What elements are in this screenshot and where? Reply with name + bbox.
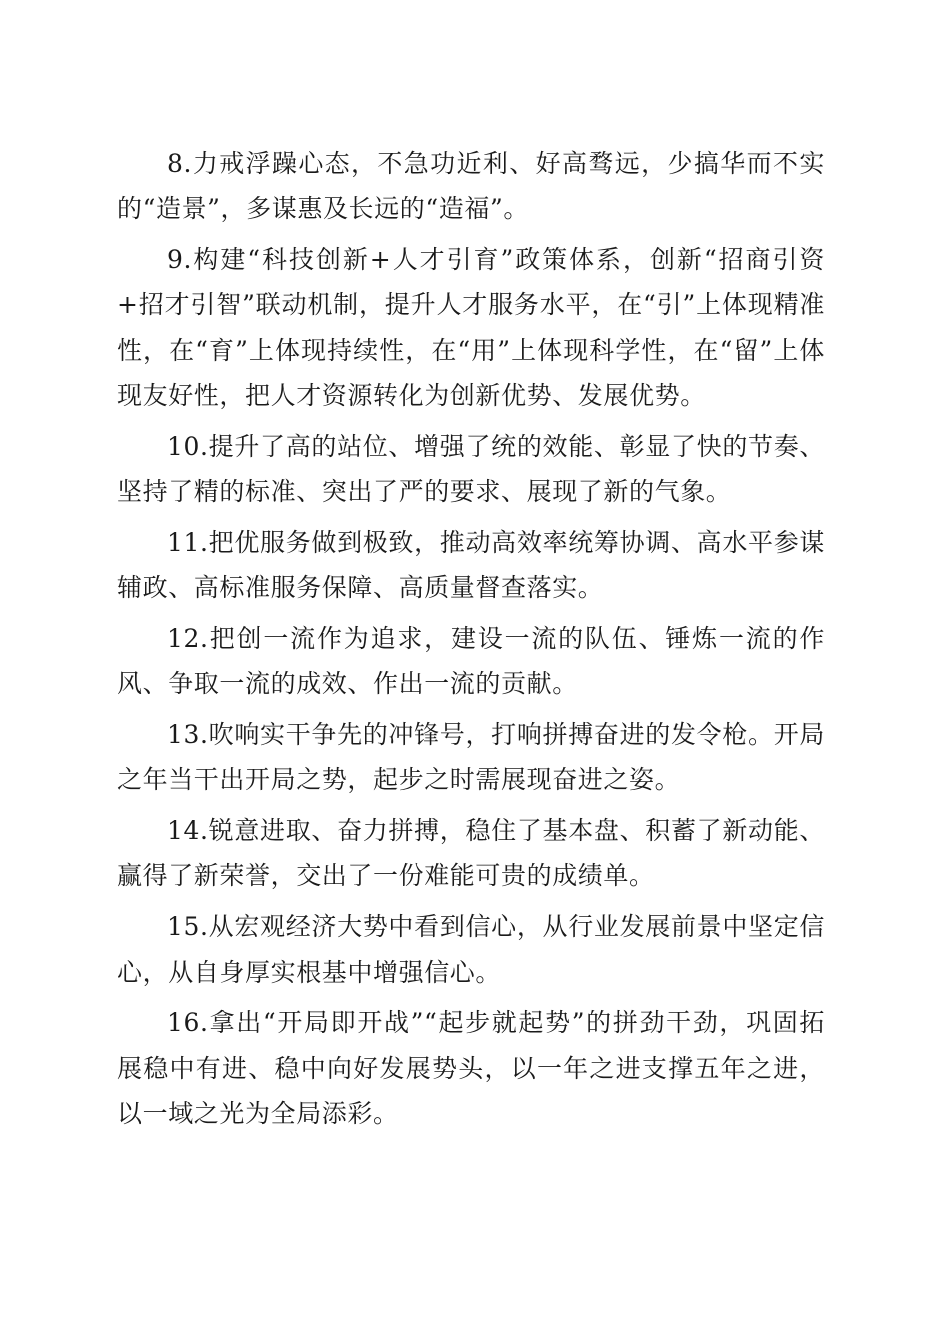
paragraph-14: 14.锐意进取、奋力拼搏，稳住了基本盘、积蓄了新动能、赢得了新荣誉，交出了一份难能可贵的成绩单。 — [117, 816, 825, 891]
paragraph-13: 13.吹响实干争先的冲锋号，打响拼搏奋进的发令枪。开局之年当干出开局之势，起步之时需展现奋进之姿。 — [117, 720, 825, 795]
paragraph-12: 12.把创一流作为追求，建设一流的队伍、锤炼一流的作风、争取一流的成效、作出一流的贡献。 — [117, 623, 825, 699]
paragraph-8: 8.力戒浮躁心态，不急功近利、好高骛远，少搞华而不实的“造景”，多谋惠及长远的“造福”。 — [117, 149, 825, 224]
paragraph-16: 16.拿出“开局即开战”“起步就起势”的拼劲干劲，巩固拓展稳中有进、稳中向好发展势头，以一年之进支撑五年之进，以一域之光为全局添彩。 — [117, 1008, 825, 1128]
paragraph-11: 11.把优服务做到极致，推动高效率统筹协调、高水平参谋辅政、高标准服务保障、高质量督查落实。 — [117, 527, 825, 603]
document-body — [117, 141, 825, 1142]
paragraph-9: 9.构建“科技创新+人才引育”政策体系，创新“招商引资+招才引智”联动机制，提升人才服务水平，在“引”上体现精准性，在“育”上体现持续性，在“用”上体现科学性，在“留”上体现友好性，把人才资源转化为创新优势、发展优势。 — [117, 245, 825, 410]
paragraph-15: 15.从宏观经济大势中看到信心，从行业发展前景中坚定信心，从自身厚实根基中增强信心。 — [117, 912, 825, 987]
paragraph-10: 10.提升了高的站位、增强了统的效能、彰显了快的节奏、坚持了精的标准、突出了严的要求、展现了新的气象。 — [117, 431, 825, 507]
